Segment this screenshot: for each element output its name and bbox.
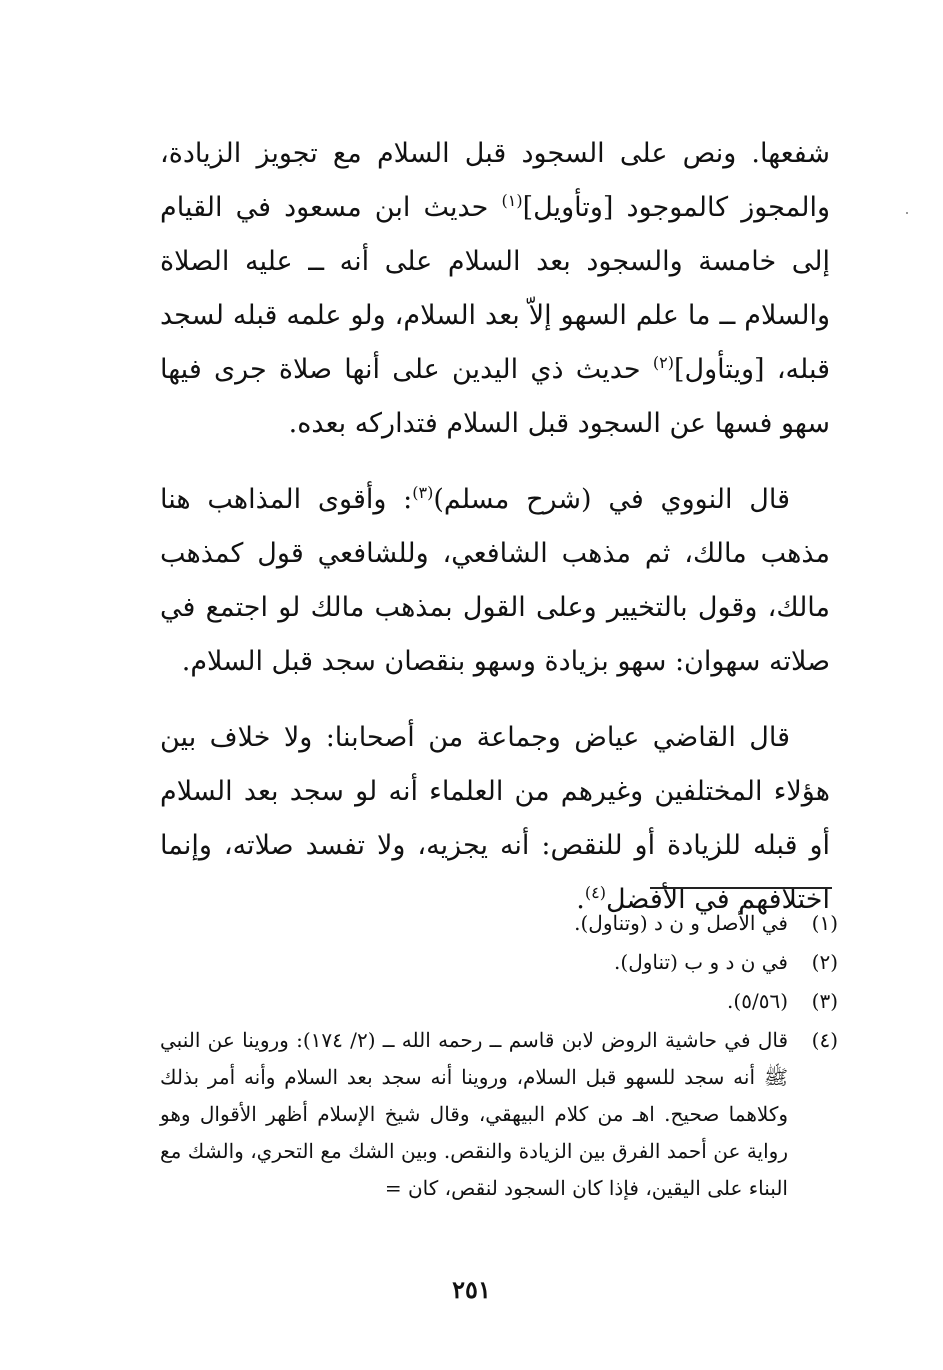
page-number: ٢٥١ [452, 1275, 491, 1304]
paragraph-2-part-a: قال النووي في (شرح مسلم) [433, 484, 790, 515]
footnote-text: قال في حاشية الروض لابن قاسم ــ رحمه الله ــ (٢/ ١٧٤): وروينا عن النبي ﷺ أنه سجد للسهو قبل السلام، وروينا أنه سجد بعد السلام وأنه أمر بذلك وكلاهما صحيح. اهـ من كلام البيهقي، وقال شيخ الإسلام أظهر الأقوال وهو رواية عن أحمد الفرق بين الزيادة والنقص. وبين الشك مع التحري، والشك مع البناء على اليقين، فإذا كان السجود لنقص، كان = [160, 1028, 788, 1200]
paragraph-2-part-b: : وأقوى المذاهب هنا مذهب مالك، ثم مذهب الشافعي، وللشافعي قول كمذهب مالك، وقول بالتخيير وعلى القول بمذهب مالك لو اجتمع في صلاته سهوان: سهو بزيادة وسهو بنقصان سجد قبل السلام. [160, 484, 830, 677]
footnote-text: في ن د و ب (تناول). [614, 950, 788, 974]
footnote-number: (٣) [811, 989, 838, 1013]
footnote-separator [650, 887, 832, 889]
footnote-ref-2[interactable]: (٢) [652, 353, 674, 372]
footnote-2 [160, 944, 838, 981]
footnote-text: (٥/٥٦). [727, 989, 788, 1013]
paragraph-3-part-b: . [576, 884, 585, 915]
scan-speck [906, 212, 908, 214]
footnote-number: (٢) [811, 950, 838, 974]
footnotes [160, 905, 838, 1209]
paragraph-1-part-c: حديث ذي اليدين على أنها صلاة جرى فيها سهو فسها عن السجود قبل السلام فتداركه بعده. [160, 354, 830, 439]
paragraph-3 [160, 711, 830, 927]
paragraph-1-part-a: شفعها. ونص على السجود قبل السلام مع تجويز الزيادة، والمجوز كالموجود [وتأويل] [160, 138, 830, 223]
footnote-ref-3[interactable]: (٣) [412, 483, 434, 502]
paragraph-1-part-b: حديث ابن مسعود في القيام إلى خامسة والسجود بعد السلام على أنه ــ عليه الصلاة والسلام ــ ما علم السهو إلاّ بعد السلام، ولو علمه قبله لسجد قبله، [ويتأول] [160, 192, 830, 385]
footnote-3 [160, 983, 838, 1020]
footnote-ref-1[interactable]: (١) [501, 191, 523, 210]
paragraph-2 [160, 473, 830, 689]
paragraph-1 [160, 127, 830, 451]
paragraph-3-part-a: قال القاضي عياض وجماعة من أصحابنا: ولا خلاف بين هؤلاء المختلفين وغيرهم من العلماء أنه لو سجد بعد السلام أو قبله للزيادة أو للنقص: أنه يجزيه، ولا تفسد صلاته، وإنما اختلافهم في الأفضل [160, 722, 830, 915]
main-text [160, 127, 830, 927]
footnote-1 [160, 905, 838, 942]
footnote-text: في الأصل و ن د (وتناول). [574, 911, 788, 935]
footnote-4 [160, 1022, 838, 1207]
footnote-ref-4[interactable]: (٤) [584, 883, 606, 902]
footnote-number: (٤) [811, 1028, 838, 1052]
footnote-number: (١) [811, 911, 838, 935]
